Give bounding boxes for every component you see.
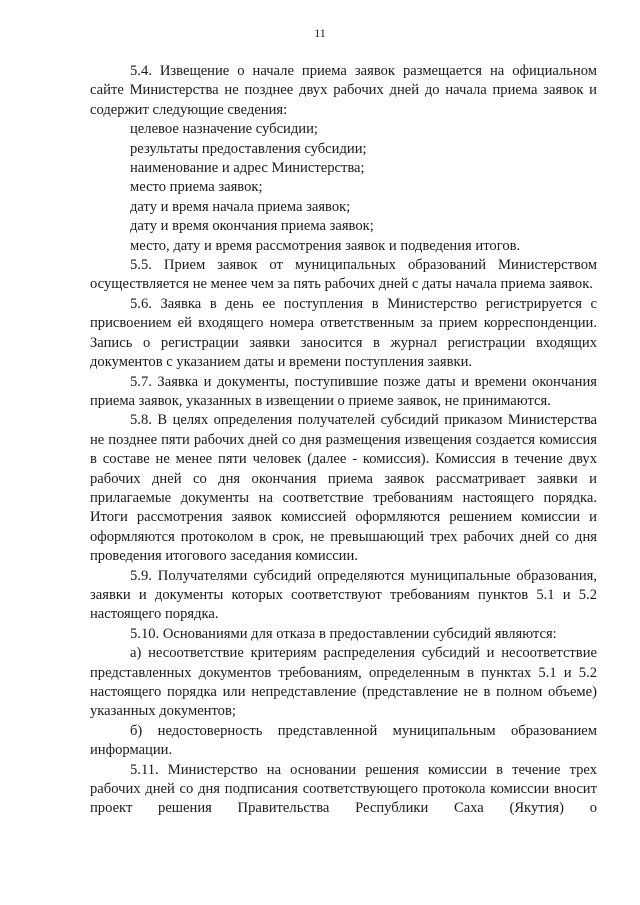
paragraph-5-8: 5.8. В целях определения получателей субсидий приказом Министерства не позднее пяти рабочих дней со дня размещения извещения создается комиссия в составе не менее пяти человек (далее - комиссия). Комиссия в течение двух рабочих дней со дня окончания приема заявок рассматривает заявки и прилагаемые документы на соответствие требованиям настоящего порядка. Итоги рассмотрения заявок комиссией оформляются решением комиссии и оформляются протоколом в срок, не превышающий трех рабочих дней со дня проведения итогового заседания комиссии. (90, 412, 597, 565)
paragraph-5-5: 5.5. Прием заявок от муниципальных образований Министерством осуществляется не менее чем за пять рабочих дней с даты начала приема заявок. (90, 257, 597, 293)
paragraph-5-10-a: а) несоответствие критериям распределения субсидий и несоответствие представленных документов требованиям, определенным в пунктах 5.1 и 5.2 настоящего порядка или непредставление (представление не в полном объеме) указанных документов; (90, 645, 597, 720)
paragraph-5-10-b: б) недостоверность представленной муниципальным образованием информации. (90, 722, 597, 759)
paragraph-5-7: 5.7. Заявка и документы, поступившие позже даты и времени окончания приема заявок, указанных в извещении о приеме заявок, не принимаются. (90, 373, 597, 409)
list-item: дату и время начала приема заявок; (130, 198, 351, 215)
paragraph-5-9: 5.9. Получателями субсидий определяются муниципальные образования, заявки и документы которых соответствуют требованиям пунктов 5.1 и 5.2 настоящего порядка. (90, 567, 597, 623)
paragraph-5-6: 5.6. Заявка в день ее поступления в Министерство регистрируется с присвоением ей входящего номера ответственным за прием корреспонденции. Запись о регистрации заявки заносится в журнал регистрации входящих документов с указанием даты и времени поступления заявки. (90, 295, 597, 371)
document-body (90, 62, 597, 819)
list-item: место, дату и время рассмотрения заявок и подведения итогов. (130, 237, 521, 254)
paragraph-5-4: 5.4. Извещение о начале приема заявок размещается на официальном сайте Министерства не позднее двух рабочих дней до начала приема заявок и содержит следующие сведения: (90, 63, 597, 118)
list-item: место приема заявок; (130, 179, 263, 196)
list-item: дату и время окончания приема заявок; (130, 218, 374, 235)
list-item: наименование и адрес Министерства; (130, 160, 365, 177)
page-number: 11 (314, 26, 326, 40)
list-item: результаты предоставления субсидии; (130, 140, 367, 157)
paragraph-5-11: 5.11. Министерство на основании решения комиссии в течение трех рабочих дней со дня подписания соответствующего протокола комиссии вносит проект решения Правительства Республики Саха (Якутия) о (90, 761, 597, 817)
paragraph-5-10: 5.10. Основаниями для отказа в предоставлении субсидий являются: (130, 625, 557, 642)
list-item: целевое назначение субсидии; (130, 121, 318, 138)
